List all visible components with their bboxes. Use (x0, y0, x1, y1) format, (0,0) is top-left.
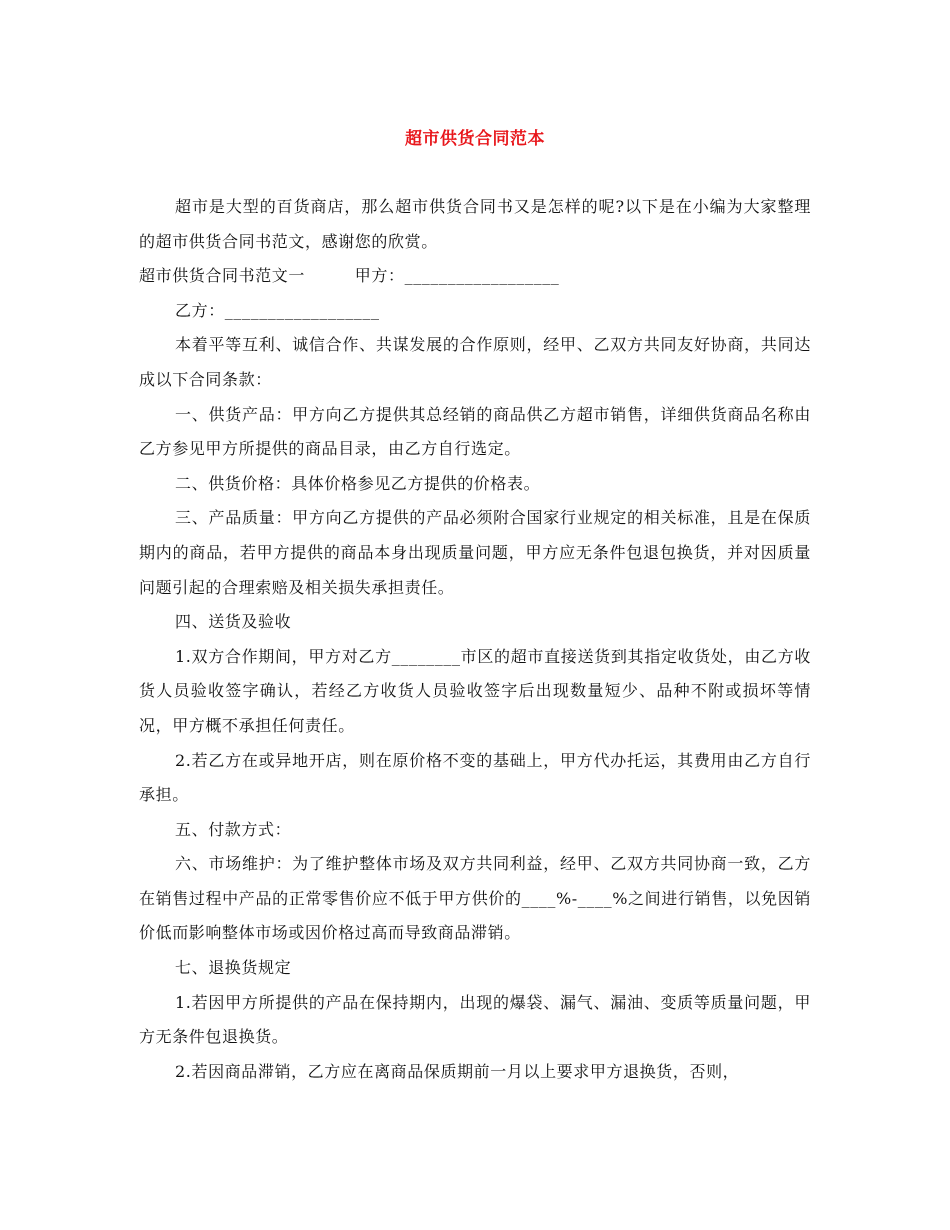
paragraph: 超市供货合同书范文一 甲方：__________________ (139, 266, 560, 286)
paragraph: 1.双方合作期间，甲方对乙方________市区的超市直接送货到其指定收货处，由乙方收货人员验收签字确认，若经乙方收货人员验收签字后出现数量短少、品种不附或损坏等情况，甲方概不承担任何责任。 (139, 646, 811, 735)
paragraph: 本着平等互利、诚信合作、共谋发展的合作原则，经甲、乙双方共同友好协商，共同达成以下合同条款： (139, 335, 811, 389)
paragraph: 七、退换货规定 (175, 958, 292, 978)
paragraph: 超市是大型的百货商店，那么超市供货合同书又是怎样的呢?以下是在小编为大家整理的超市供货合同书范文，感谢您的欣赏。 (139, 197, 811, 251)
paragraph: 2.若乙方在或异地开店，则在原价格不变的基础上，甲方代办托运，其费用由乙方自行承担。 (139, 750, 811, 805)
paragraph: 三、产品质量：甲方向乙方提供的产品必须附合国家行业规定的相关标准，且是在保质期内的商品，若甲方提供的商品本身出现质量问题，甲方应无条件包退包换货，并对因质量问题引起的合理索赔及相关损失承担责任。 (139, 508, 811, 597)
paragraph: 1.若因甲方所提供的产品在保持期内，出现的爆袋、漏气、漏油、变质等质量问题，甲方无条件包退换货。 (139, 992, 811, 1047)
paragraph: 2.若因商品滞销，乙方应在离商品保质期前一月以上要求甲方退换货，否则， (175, 1061, 740, 1081)
document-title: 超市供货合同范本 (405, 129, 545, 149)
paragraph: 一、供货产品：甲方向乙方提供其总经销的商品供乙方超市销售，详细供货商品名称由乙方参见甲方所提供的商品目录，由乙方自行选定。 (139, 404, 811, 459)
paragraph: 二、供货价格：具体价格参见乙方提供的价格表。 (175, 473, 541, 493)
paragraph: 乙方：__________________ (175, 300, 380, 320)
paragraph: 六、市场维护：为了维护整体市场及双方共同利益，经甲、乙双方共同协商一致，乙方在销售过程中产品的正常零售价应不低于甲方供价的____%-____%之间进行销售，以免因销价低而影响整体市场或因价格过高而导致商品滞销。 (139, 854, 811, 943)
document-body (139, 190, 811, 1089)
paragraph: 四、送货及验收 (175, 612, 292, 632)
paragraph: 五、付款方式： (175, 819, 292, 839)
